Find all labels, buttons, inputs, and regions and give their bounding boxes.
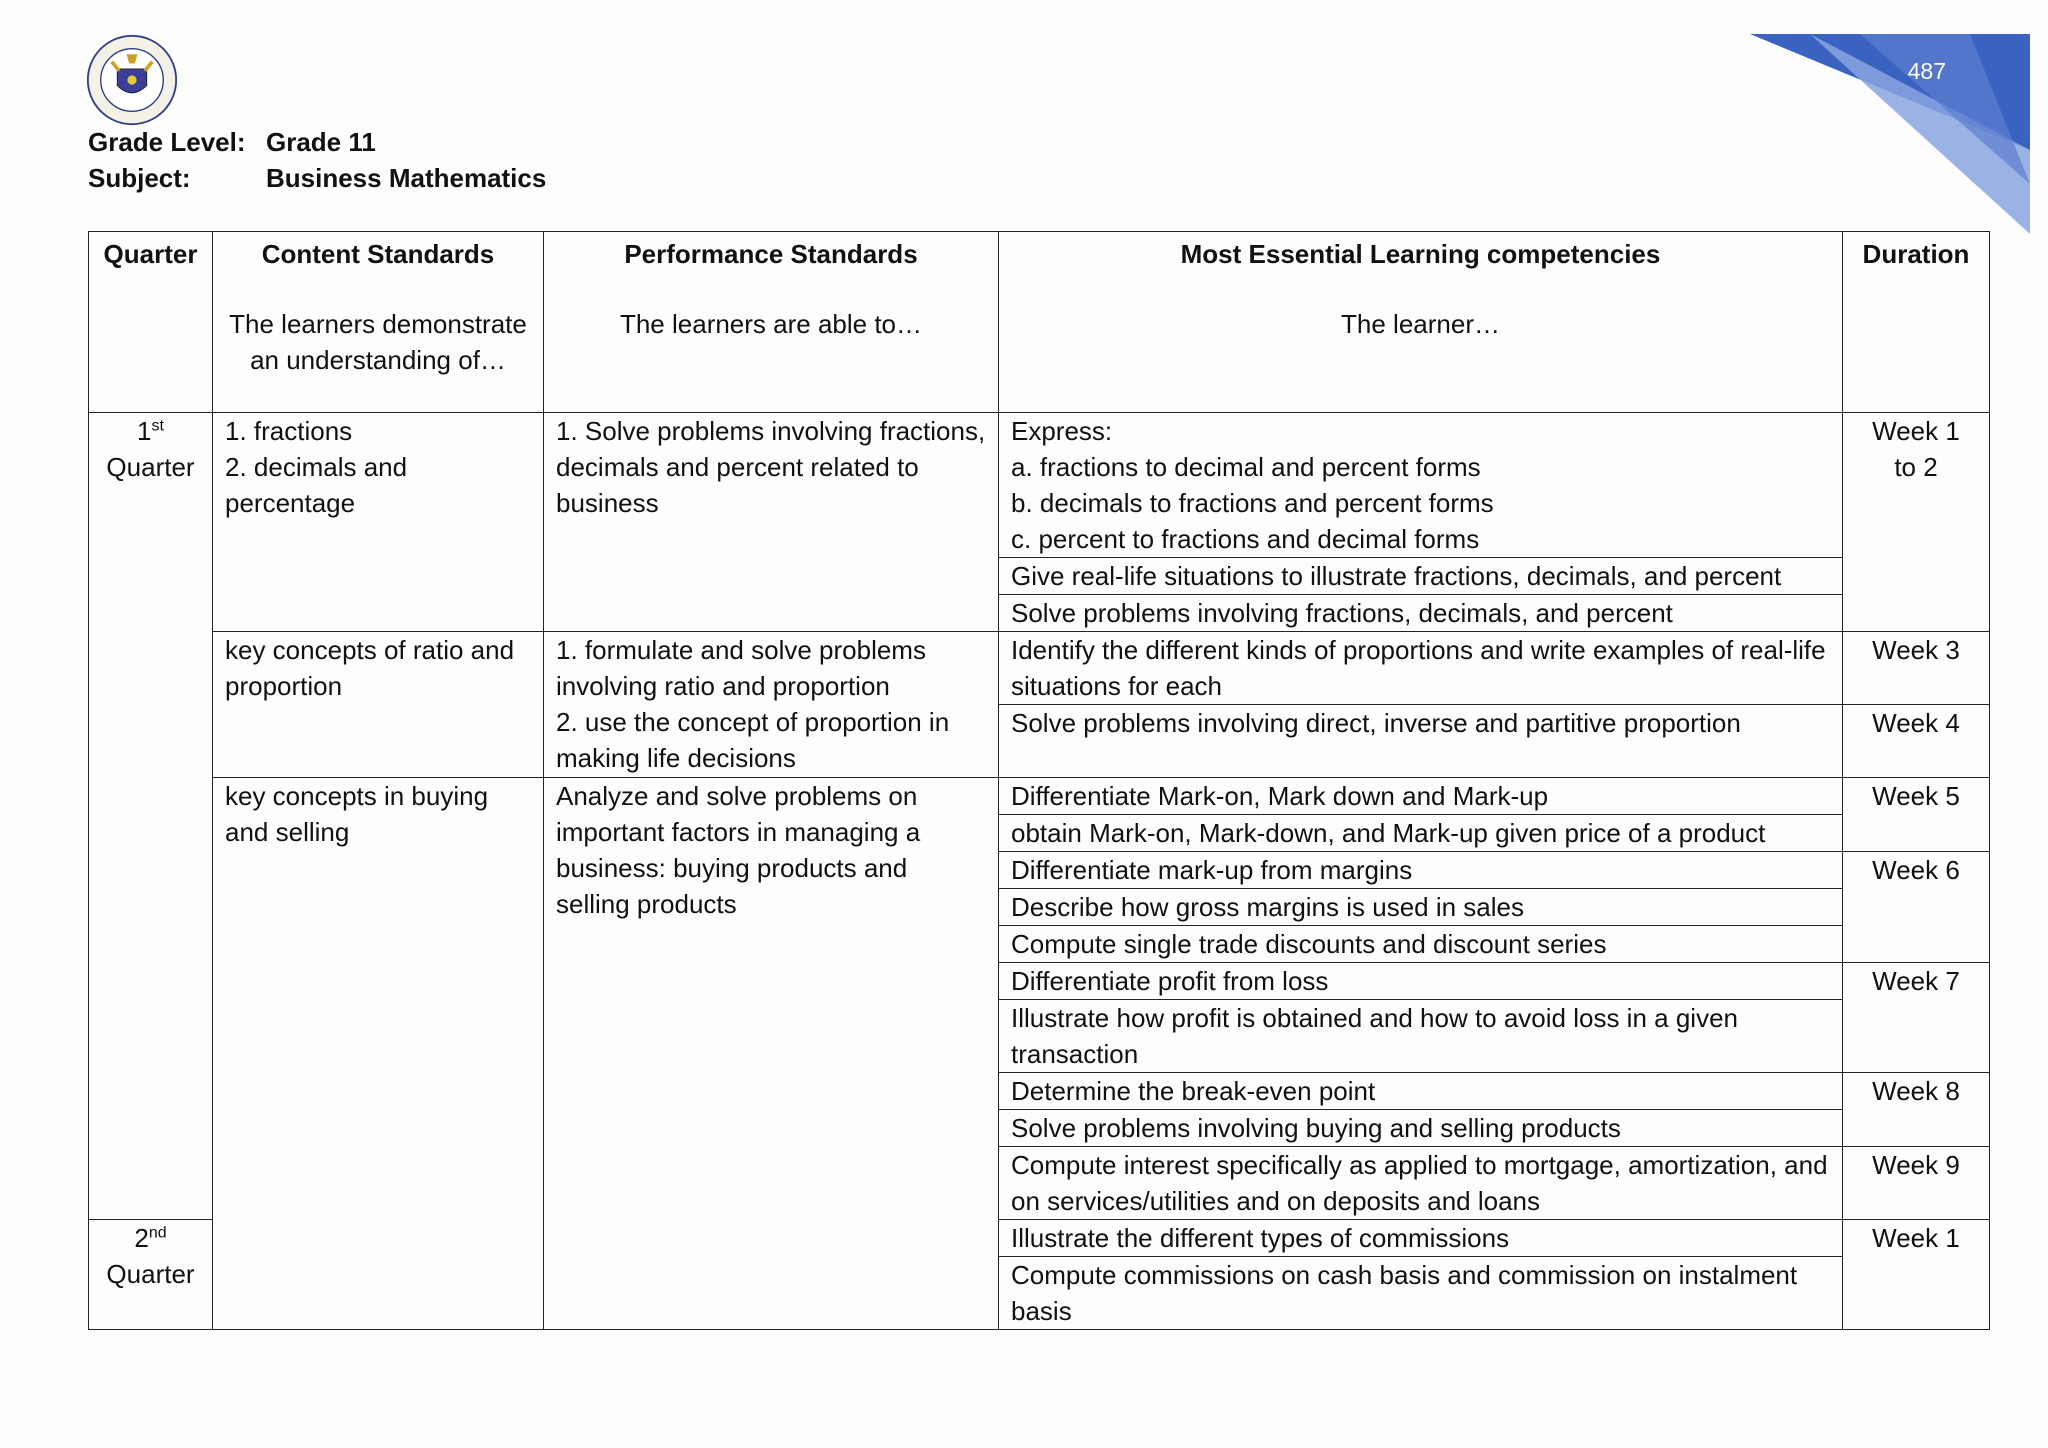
competency-4: Identify the different kinds of proportions and write examples of real-life situations for each	[999, 632, 1843, 705]
header-performance-standards: Performance Standards The learners are able to…	[544, 232, 999, 413]
competency-11: Differentiate profit from loss	[999, 963, 1843, 1000]
subject-label: Subject:	[88, 163, 191, 193]
header-content-sub: The learners demonstrate an understanding of…	[229, 309, 527, 375]
grade-level-label: Grade Level:	[88, 127, 246, 157]
duration-6: Week 7	[1843, 963, 1990, 1073]
duration-5: Week 6	[1843, 852, 1990, 963]
table-row	[89, 413, 1990, 558]
competency-5: Solve problems involving direct, inverse and partitive proportion	[999, 705, 1843, 778]
header-quarter: Quarter	[89, 232, 213, 413]
curriculum-table	[88, 231, 1990, 1330]
quarter-2-cell: 2nd Quarter	[89, 1220, 213, 1330]
header-competencies-sub: The learner…	[1341, 309, 1500, 339]
duration-4: Week 5	[1843, 778, 1990, 852]
competency-9: Describe how gross margins is used in sales	[999, 889, 1843, 926]
duration-2: Week 3	[1843, 632, 1990, 705]
table-header-row	[89, 232, 1990, 413]
competency-3: Solve problems involving fractions, decimals, and percent	[999, 595, 1843, 632]
duration-9: Week 1	[1843, 1220, 1990, 1330]
competency-8: Differentiate mark-up from margins	[999, 852, 1843, 889]
competency-6: Differentiate Mark-on, Mark down and Mark-up	[999, 778, 1843, 815]
competency-12: Illustrate how profit is obtained and how to avoid loss in a given transaction	[999, 1000, 1843, 1073]
competency-15: Compute interest specifically as applied to mortgage, amortization, and on services/utilities and on deposits and loans	[999, 1147, 1843, 1220]
performance-standard-2: 1. formulate and solve problems involving ratio and proportion 2. use the concept of proportion in making life decisions	[544, 632, 999, 778]
header-content-standards: Content Standards The learners demonstrate an understanding of…	[213, 232, 544, 413]
grade-level-value: Grade 11	[266, 127, 376, 157]
content-standard-3: key concepts in buying and selling	[213, 778, 544, 1330]
competency-17: Compute commissions on cash basis and commission on instalment basis	[999, 1257, 1843, 1330]
duration-8: Week 9	[1843, 1147, 1990, 1220]
corner-decoration	[1740, 34, 2040, 234]
competency-13: Determine the break-even point	[999, 1073, 1843, 1110]
quarter-1-cell: 1st Quarter	[89, 413, 213, 1220]
competency-1: Express: a. fractions to decimal and percent forms b. decimals to fractions and percent forms c. percent to fractions and decimal forms	[999, 413, 1843, 558]
document-meta	[88, 124, 546, 196]
competency-7: obtain Mark-on, Mark-down, and Mark-up given price of a product	[999, 815, 1843, 852]
duration-3: Week 4	[1843, 705, 1990, 778]
page-number: 487	[1907, 58, 1946, 84]
header-duration: Duration	[1843, 232, 1990, 413]
duration-1: Week 1 to 2	[1843, 413, 1990, 632]
competency-2: Give real-life situations to illustrate fractions, decimals, and percent	[999, 558, 1843, 595]
deped-seal-logo	[86, 34, 178, 126]
content-standard-1: 1. fractions 2. decimals and percentage	[213, 413, 544, 632]
subject-value: Business Mathematics	[266, 163, 547, 193]
performance-standard-3: Analyze and solve problems on important factors in managing a business: buying products and selling products	[544, 778, 999, 1330]
content-standard-2: key concepts of ratio and proportion	[213, 632, 544, 778]
header-performance-sub: The learners are able to…	[619, 309, 923, 339]
duration-7: Week 8	[1843, 1073, 1990, 1147]
header-competencies: Most Essential Learning competencies The learner…	[999, 232, 1843, 413]
performance-standard-1: 1. Solve problems involving fractions, decimals and percent related to business	[544, 413, 999, 632]
table-row	[89, 778, 1990, 815]
table-row	[89, 632, 1990, 705]
competency-10: Compute single trade discounts and discount series	[999, 926, 1843, 963]
competency-14: Solve problems involving buying and selling products	[999, 1110, 1843, 1147]
competency-16: Illustrate the different types of commissions	[999, 1220, 1843, 1257]
